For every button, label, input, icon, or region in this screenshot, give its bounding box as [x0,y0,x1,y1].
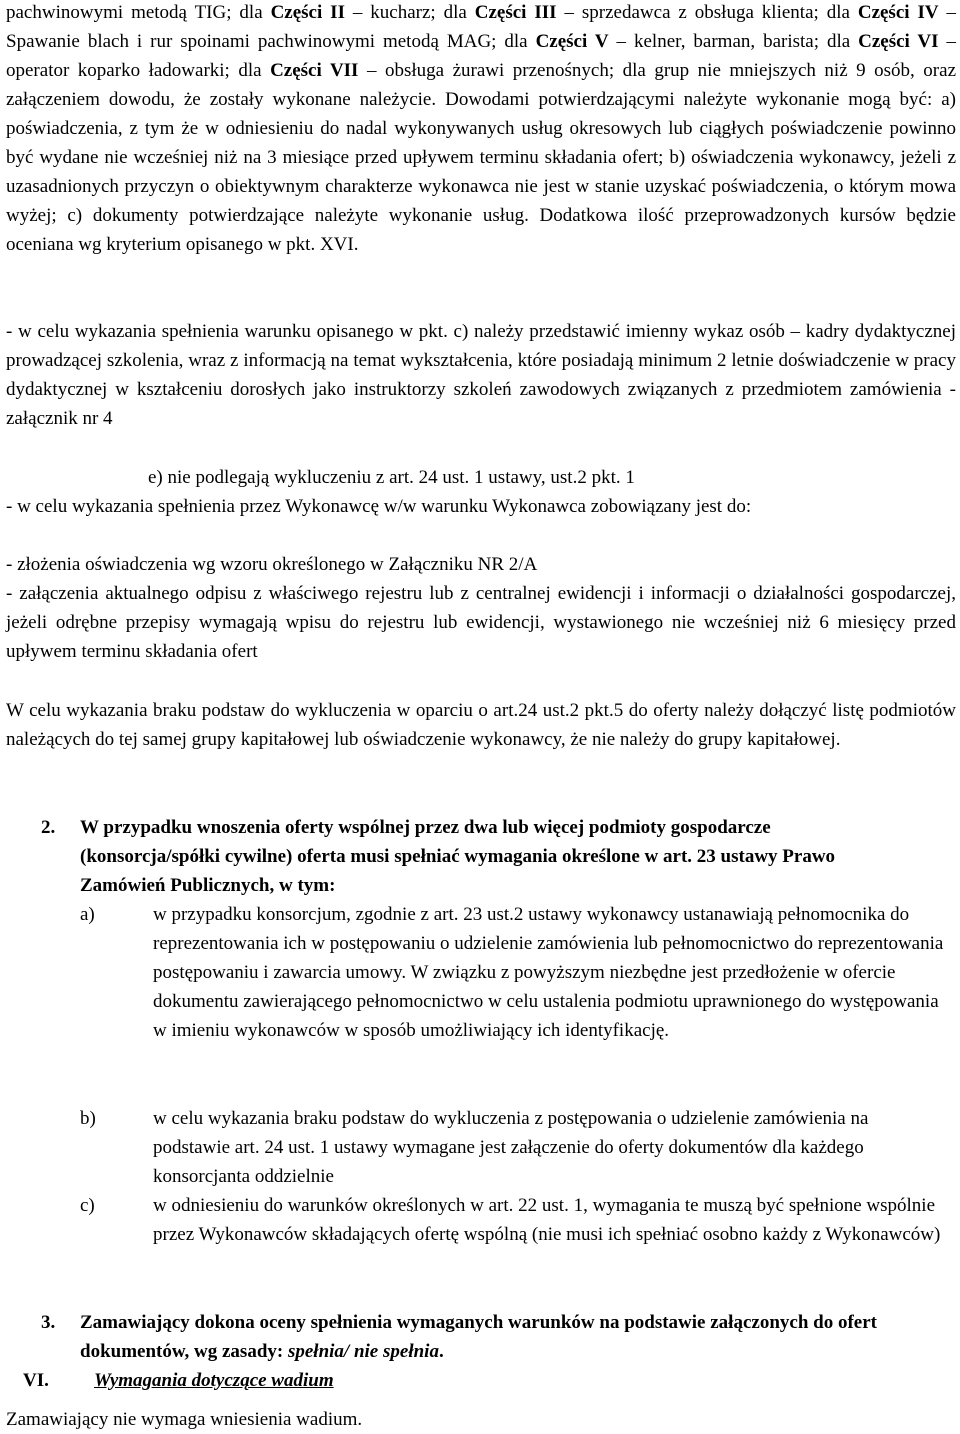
item-b-label: b) [80,1108,96,1129]
paragraph-text: - w celu wykazania spełnienia warunku opisanego w pkt. c) należy przedstawić imienny wykaz osób – kadry dydaktycznej prowadzącej szkolenia, wraz z informacją na temat wykształcenia, które posiadają minimum 2 letnie doświadczenie w pracy dydaktycznej w kształceniu dorosłych jako instruktorzy szkoleń zawodowych związanych z przedmiotem zamówienia - załącznik nr 4 [6,321,956,429]
item-b [153,1104,943,1191]
paragraph-text: W celu wykazania braku podstaw do wykluczenia w oparciu o art.24 ust.2 pkt.5 do oferty należy dołączyć listę podmiotów należących do tej samej grupy kapitałowej lub oświadczenie wykonawcy, że nie należy do grupy kapitałowej. [6,700,956,750]
item-b-text: w celu wykazania braku podstaw do wykluczenia z postępowania o udzielenie zamówienia na podstawie art. 24 ust. 1 ustawy wymagane jest załączenie do oferty dokumentów dla każdego konsorcjanta oddzielnie [153,1108,869,1187]
text-run: – operator koparko ładowarki; dla [6,31,956,81]
paragraph-capital-group [6,696,956,754]
paragraph-text: - załączenia aktualnego odpisu z właściwego rejestru lub z centralnej ewidencji i informacji o działalności gospodarczej, jeżeli odrębne przepisy wymagają wpisu do rejestru lub ewidencji, wystawionego nie wcześniej niż 6 miesięcy przed upływem terminu składania ofert [6,583,956,662]
section-3-end: . [438,1341,444,1362]
item-e [148,463,948,492]
item-c [153,1191,953,1249]
text-run: – sprzedawca z obsługa klienta; dla [556,2,858,23]
paragraph-no-deposit [6,1405,956,1434]
text-run: – Spawanie blach i rur spoinami pachwinowymi metodą MAG; dla [6,2,956,52]
section-vi-title: Wymagania dotyczące wadium [94,1370,334,1391]
bold-part-label: Części V [535,31,609,52]
paragraph-requirements [6,0,956,259]
item-a-text: w przypadku konsorcjum, zgodnie z art. 23 ust.2 ustawy wykonawcy ustanawiają pełnomocnika do reprezentowania ich w postępowaniu o udzielenie zamówienia lub pełnomocnictwo do reprezentowania postępowaniu i zawarcia umowy. W związku z powyższym niezbędne jest przedłożenie w ofercie dokumentu zawierającego pełnomocnictwo w celu ustalenia podmiotu uprawnionego do występowania w imieniu wykonawców w sposób umożliwiający ich identyfikację. [153,904,944,1041]
section-2-number: 2. [41,817,56,838]
item-c-text: w odniesieniu do warunków określonych w art. 22 ust. 1, wymagania te muszą być spełnione wspólnie przez Wykonawców składających ofertę wspólną (nie musi ich spełniać osobno każdy z Wykonawców) [153,1195,941,1245]
text-run: pachwinowymi metodą TIG; dla [6,2,271,23]
bold-part-label: Części VII [270,60,359,81]
item-c-label: c) [80,1195,95,1216]
section-3-heading [80,1308,920,1366]
bold-part-label: Części VI [858,31,939,52]
section-2-heading [80,813,880,900]
paragraph-text: - w celu wykazania spełnienia przez Wykonawcę w/w warunku Wykonawca zobowiązany jest do: [6,496,752,517]
section-3-criterion: spełnia/ nie spełnia [287,1341,439,1362]
text-run: – kelner, barman, barista; dla [608,31,859,52]
section-3-number: 3. [41,1312,56,1333]
paragraph-text: - złożenia oświadczenia wg wzoru określonego w Załączniku NR 2/A [6,554,538,575]
item-a-label: a) [80,904,95,925]
paragraph-text: Zamawiający nie wymaga wniesienia wadium. [6,1409,363,1430]
paragraph-staff-list [6,317,956,433]
paragraph-declaration [6,550,956,579]
bold-part-label: Części II [270,2,345,23]
text-run: – kucharz; dla [344,2,475,23]
bold-part-label: Części IV [857,2,939,23]
paragraph-register-extract [6,579,956,666]
item-a [153,900,957,1045]
text-run: – obsługa żurawi przenośnych; dla grup nie mniejszych niż 9 osób, oraz załączeniem dowodu, że zostały wykonane należycie. Dowodami potwierdzającymi należyte wykonanie mogą być: a) poświadczenia, z tym że w odniesieniu do nadal wykonywanych usług okresowych lub ciągłych poświadczenie powinno być wydane nie wcześniej niż na 3 miesiące przed upływem terminu składania ofert; b) oświadczenia wykonawcy, jeżeli z uzasadnionych przyczyn o obiektywnym charakterze wykonawca nie jest w stanie uzyskać poświadczenia, o którym mowa wyżej; c) dokumenty potwierdzające należyte wykonanie usług. Dodatkowa ilość przeprowadzonych kursów będzie oceniana wg kryterium opisanego w pkt. XVI. [6,60,957,255]
item-e-text: e) nie podlegają wykluczeniu z art. 24 ust. 1 ustawy, ust.2 pkt. 1 [148,467,635,488]
section-vi-number: VI. [23,1370,49,1391]
section-3-heading-text: Zamawiający dokona oceny spełnienia wymaganych warunków na podstawie załączonych do ofert dokumentów, wg zasady: [80,1312,877,1362]
section-2-heading-text: W przypadku wnoszenia oferty wspólnej przez dwa lub więcej podmioty gospodarcze (konsorcja/spółki cywilne) oferta musi spełniać wymagania określone w art. 23 ustawy Prawo Zamówień Publicznych, w tym: [80,817,836,896]
paragraph-obligation [6,492,956,521]
bold-part-label: Części III [474,2,557,23]
